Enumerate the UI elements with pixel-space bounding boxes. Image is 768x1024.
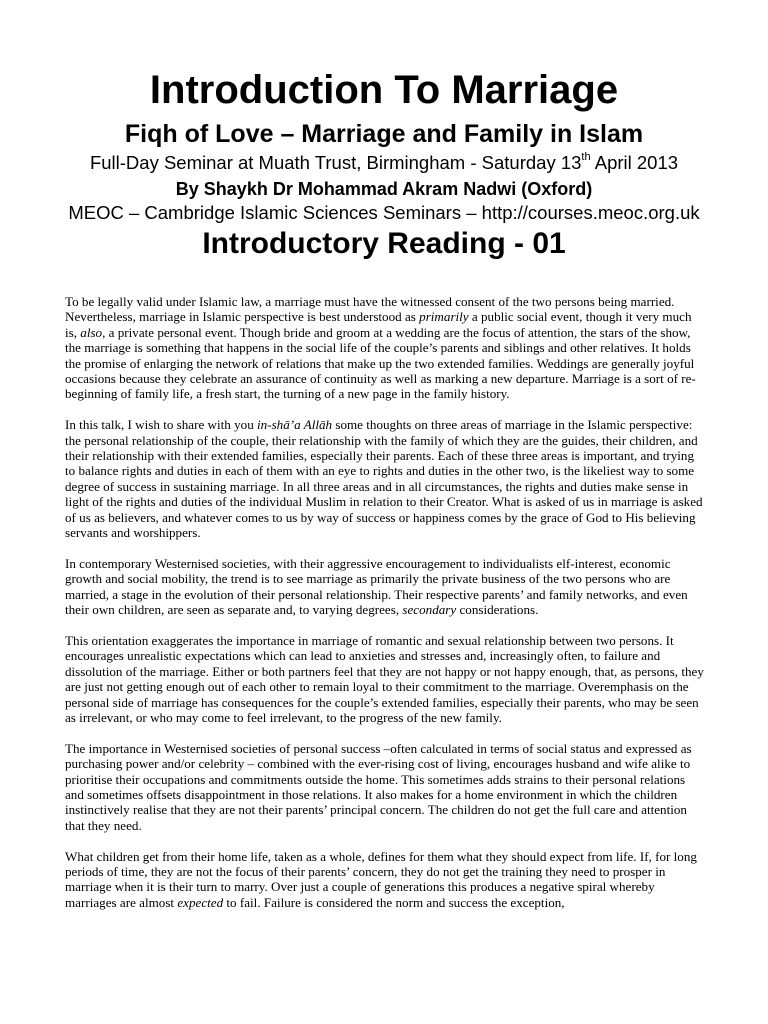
p6-text-a: What children get from their home life, taken as a whole, defines for them what they should expect from life. If, for long periods of time, they are not the focus of their parents’ concern, they do not get the training they need to prosper in marriage when it is their turn to marry. Over just a couple of generations this produces a negative spiral whereby marriages are almost — [65, 848, 697, 910]
seminar-date: April 2013 — [590, 152, 679, 173]
p2-text-a: In this talk, I wish to share with you — [65, 417, 258, 433]
paragraph-4: This orientation exaggerates the importance in marriage of romantic and sexual relationship between two persons. It encourages unrealistic expectations which can lead to anxieties and stresses and, increasingly often, to failure and dissolution of the marriage. Either or both partners feel that they are not happy or not happy enough, that, as persons, they are just not getting enough out of each other to remain loyal to their commitment to the marriage. Overemphasis on the personal side of marriage has consequences for the couple’s extended families, especially their parents, who may be seen as irrelevant, or who may come to feel irrelevant, to the progress of the new family. — [65, 632, 704, 725]
seminar-text: Full-Day Seminar at Muath Trust, Birmingham - Saturday 13 — [89, 152, 582, 173]
organization-line: MEOC – Cambridge Islamic Sciences Seminars – http://courses.meoc.org.uk — [68, 202, 700, 223]
document-title: Introduction To Marriage — [149, 68, 619, 112]
p1-emphasis-primarily: primarily — [419, 309, 469, 325]
p1-text-c: , a private personal event. Though bride and groom at a wedding are the focus of attention, the stars of the show, the marriage is something that happens in the social life of the couple’s parents and siblings and other relatives. It holds the promise of enlarging the network of relations that make up the two extended families. Weddings are generally joyful occasions because they celebrate an assurance of continuity as well as marking a new departure. Marriage is a sort of re-beginning of family life, a fresh start, the turning of a new page in the family history. — [65, 324, 696, 402]
paragraph-5: The importance in Westernised societies of personal success –often calculated in terms of social status and expressed as purchasing power and/or celebrity – combined with the ever-rising cost of living, encourages husband and wife alike to prioritise their occupations and commitments outside the home. This sometimes adds strains to their personal relations and sometimes offsets disappointment in those relations. It also makes for a home environment in which the children instinctively realise that they are not their parents’ principal concern. The children do not get the full care and attention that they need. — [65, 740, 692, 833]
p6-text-b: to fail. Failure is considered the norm and success the exception, — [223, 894, 565, 910]
p1-emphasis-also: also — [80, 324, 103, 340]
paragraph-1 — [65, 294, 705, 402]
p6-emphasis-expected: expected — [177, 894, 224, 910]
p1-text-a: To be legally valid under Islamic law, a marriage must have the witnessed consent of the two persons being married. Nevertheless, marriage in Islamic perspective is best understood as — [65, 294, 675, 325]
p2-emphasis-inshaallah: in-shā’a Allāh — [257, 417, 333, 433]
seminar-info — [0, 150, 768, 176]
paragraph-6 — [65, 849, 705, 911]
p3-emphasis-secondary: secondary — [402, 602, 457, 618]
document-body — [65, 294, 705, 926]
reading-heading: Introductory Reading - 01 — [202, 227, 566, 260]
p1-text-b: a public social event, though it very much is, — [65, 309, 692, 340]
p3-text-b: considerations. — [456, 602, 539, 618]
speaker-line: By Shaykh Dr Mohammad Akram Nadwi (Oxford) — [175, 179, 593, 199]
p2-text-b: some thoughts on three areas of marriage in the Islamic perspective: the personal relationship of the couple, their relationship with the family of which they are the guides, their children, and their relationship with their extended families, especially their parents. Each of these three areas is important, and trying to balance rights and duties in each of them with an eye to rights and duties in the other two, is the likeliest way to some degree of success in sustaining marriage. In all three areas and in all circumstances, the rights and duties make sense in light of the rights and duties of the individual Muslim in relation to their Creator. What is asked of us in marriage is asked of us as believers, and whatever comes to us by way of success or happiness comes by the grace of God to His believing servants and worshippers. — [65, 417, 703, 541]
p3-text-a: In contemporary Westernised societies, with their aggressive encouragement to individualists elf-interest, economic growth and social mobility, the trend is to see marriage as primarily the private business of the two persons who are married, a stage in the evolution of their personal relationship. Their respective parents’ and family networks, and even their own children, are seen as separate and, to varying degrees, — [65, 555, 688, 618]
document-subtitle: Fiqh of Love – Marriage and Family in Islam — [124, 120, 644, 148]
paragraph-3 — [65, 556, 705, 618]
seminar-date-suffix: th — [581, 150, 591, 163]
paragraph-2 — [65, 417, 705, 540]
